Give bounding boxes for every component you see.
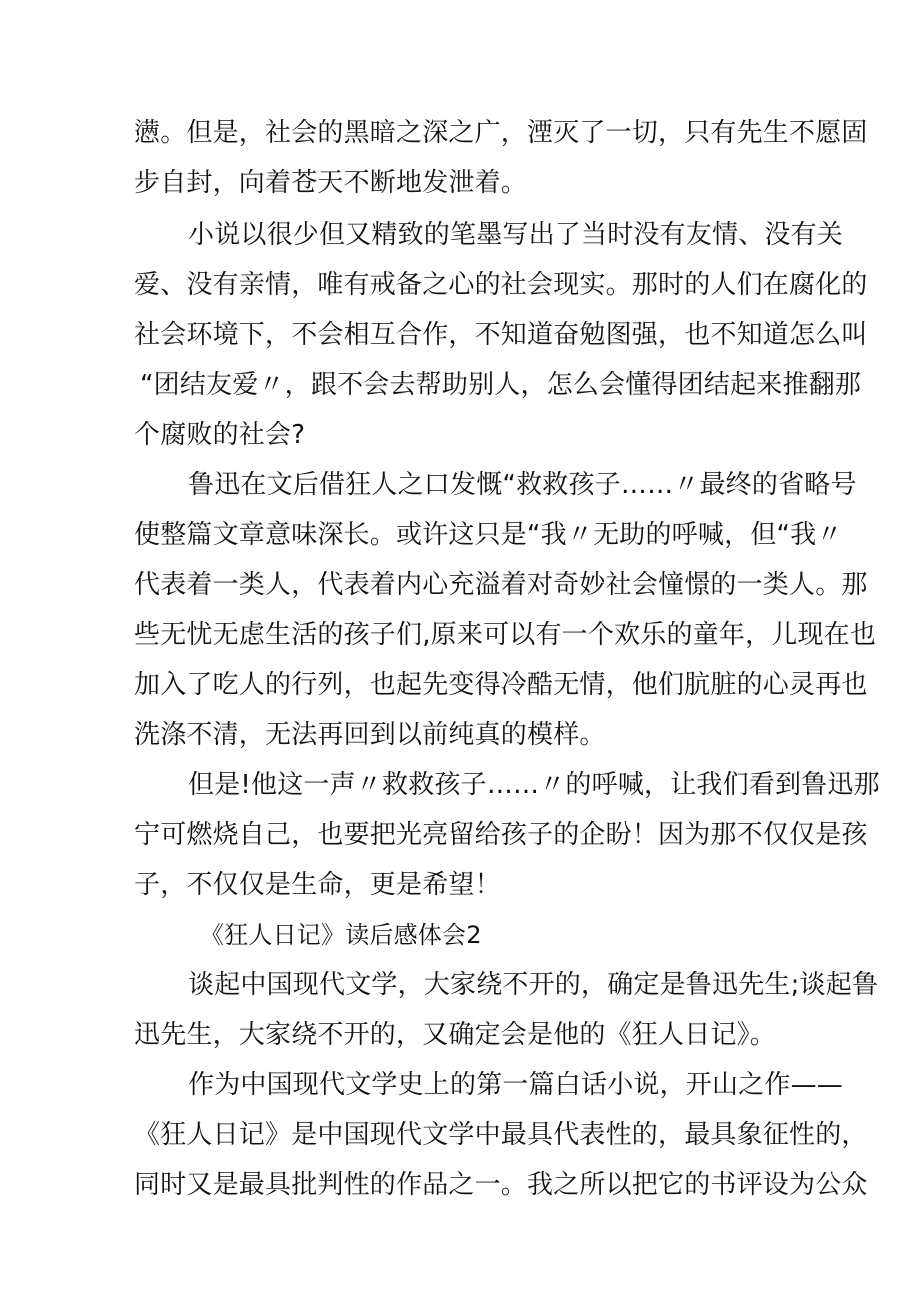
text-line: 步自封，向着苍天不断地发泄着。 [134, 168, 528, 198]
section-heading: 《狂人日记》读后感体会2 [200, 921, 482, 949]
text-line: 代表着一类人，代表着内心充溢着对奇妙社会憧憬的一类人。那 [134, 570, 868, 600]
text-line: 宁可燃烧自己，也要把光亮留给孩子的企盼！因为那不仅仅是孩 [134, 820, 868, 850]
text-line: 个腐败的社会? [134, 420, 306, 450]
text-line: 《狂人日记》是中国现代文学中最具代表性的，最具象征性的， [134, 1120, 868, 1150]
text-line: 些无忧无虑生活的孩子们,原来可以有一个欢乐的童年，儿现在也 [134, 620, 877, 650]
text-line: 加入了吃人的行列，也起先变得冷酷无情，他们肮脏的心灵再也 [134, 670, 868, 700]
text-line: 鲁迅在文后借狂人之口发慨“救救孩子……〃最终的省略号 [188, 470, 857, 500]
text-line: 迅先生，大家绕不开的，又确定会是他的《狂人日记》。 [134, 1020, 777, 1050]
text-line: 小说以很少但又精致的笔墨写出了当时没有友情、没有关 [188, 220, 844, 250]
text-line: 但是!他这一声〃救救孩子……〃的呼喊，让我们看到鲁迅那 [188, 770, 880, 800]
text-line: 社会环境下，不会相互合作，不知道奋勉图强，也不知道怎么叫 [134, 320, 868, 350]
text-line: 洗涤不清，无法再回到以前纯真的模样。 [134, 720, 606, 750]
text-line: 同时又是最具批判性的作品之一。我之所以把它的书评设为公众 [134, 1170, 868, 1200]
text-line: 爱、没有亲情，唯有戒备之心的社会现实。那时的人们在腐化的 [134, 270, 868, 300]
text-line: “团结友爱〃，跟不会去帮助别人，怎么会懂得团结起来推翻那 [140, 370, 862, 400]
text-line: 子，不仅仅是生命，更是希望！ [134, 870, 501, 900]
text-line: 谈起中国现代文学，大家绕不开的，确定是鲁迅先生;谈起鲁 [188, 970, 879, 1000]
text-line: 作为中国现代文学史上的第一篇白话小说，开山之作—— [188, 1070, 844, 1100]
text-line: 使整篇文章意味深长。或许这只是“我〃无助的呼喊，但“我〃 [134, 520, 843, 550]
text-line: 懑。但是，社会的黑暗之深之广，湮灭了一切，只有先生不愿固 [134, 118, 868, 148]
